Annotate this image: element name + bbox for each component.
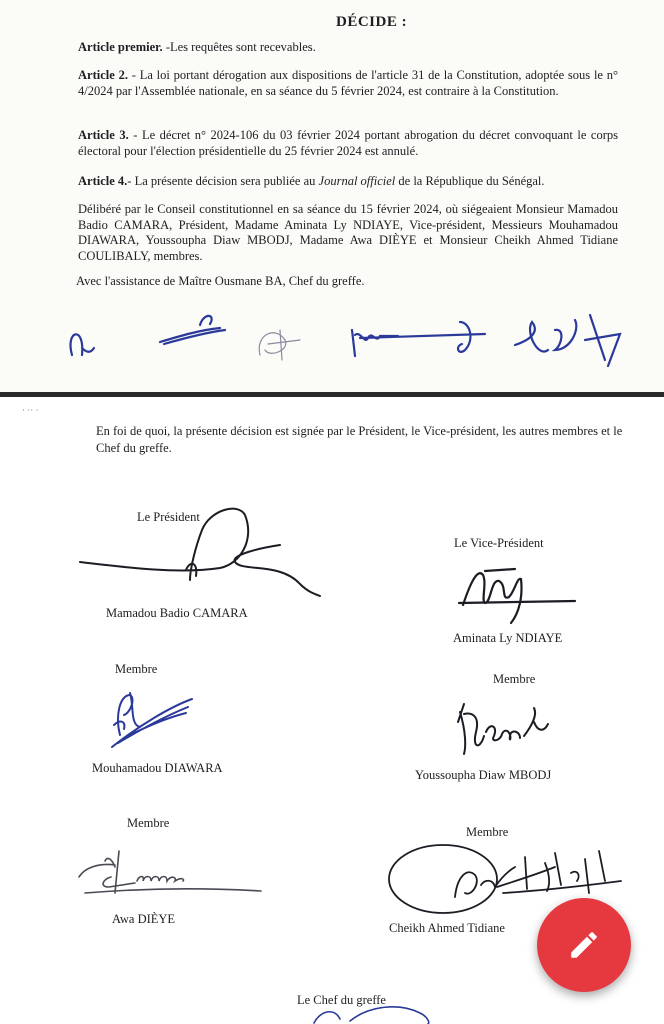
- member-3-signature: [75, 837, 265, 907]
- article-3-label: Article 3.: [78, 128, 129, 142]
- initials-signature-row: [60, 300, 640, 380]
- article-4: [78, 174, 618, 190]
- vice-president-name: Aminata Ly NDIAYE: [453, 631, 563, 645]
- vice-president-signature: [455, 557, 585, 627]
- member-2-signature: [450, 692, 560, 762]
- article-2-text: - La loi portant dérogation aux dispositions de l'article 31 de la Constitution, adoptée sous le n° 4/2024 par l'Assemblée nationale, en sa séance du 5 février 2024, est contraire à la Constitution.: [78, 68, 619, 98]
- article-3-text: - Le décret n° 2024-106 du 03 février 2024 portant abrogation du décret convoquant le corps électoral pour l'élection présidentielle du 25 février 2024 est annulé.: [78, 128, 619, 158]
- initial-signature-5: [515, 315, 620, 366]
- member-4-name: Cheikh Ahmed Tidiane: [389, 921, 505, 935]
- president-role: Le Président: [137, 510, 200, 524]
- member-1-signature: [100, 685, 200, 755]
- member-1-role: Membre: [115, 662, 158, 676]
- initial-signature-3: [259, 330, 300, 360]
- article-4-text-a: - La présente décision sera publiée au: [127, 174, 319, 188]
- article-1-text: -Les requêtes sont recevables.: [162, 40, 316, 54]
- article-1: [78, 40, 618, 56]
- member-2-name: Youssoupha Diaw MBODJ: [415, 768, 552, 782]
- article-2: [78, 68, 618, 99]
- vice-president-role: Le Vice-Président: [454, 536, 544, 550]
- signing-statement: En foi de quoi, la présente décision est signée par le Président, le Vice-président, les autres membres et le Chef du greffe.: [96, 424, 623, 455]
- initial-signature-4: [352, 322, 485, 356]
- pencil-edit-icon: [567, 928, 601, 962]
- edit-fab-button[interactable]: [537, 898, 631, 992]
- member-3-name: Awa DIÈYE: [112, 912, 176, 926]
- page-marks: · ·· ·: [22, 405, 39, 415]
- initial-signature-1: [71, 334, 94, 355]
- journal-officiel-text: Journal officiel: [318, 174, 396, 188]
- decision-page-1: [0, 0, 664, 392]
- member-3-role: Membre: [127, 816, 170, 830]
- member-1-name: Mouhamadou DIAWARA: [92, 761, 223, 775]
- article-4-text-b: de la République du Sénégal.: [395, 174, 545, 188]
- member-2-role: Membre: [493, 672, 536, 686]
- clerk-signature: [310, 1001, 460, 1024]
- decision-title: DÉCIDE :: [336, 14, 408, 30]
- article-2-label: Article 2.: [78, 68, 128, 82]
- clerk-role: Le Chef du greffe: [297, 993, 386, 1007]
- article-4-label: Article 4.: [78, 174, 128, 188]
- president-name: Mamadou Badio CAMARA: [106, 606, 248, 620]
- deliberation-paragraph: Délibéré par le Conseil constitutionnel en sa séance du 15 février 2024, où siégeaient Monsieur Mamadou Badio CAMARA, Président, Madame Aminata Ly NDIAYE, Vice-président, Messieurs Mouhamadou DIAWARA, Youssoupha Diaw MBODJ, Madame Awa DIÈYE et Monsieur Cheikh Ahmed Tidiane COULIBALY, membres.: [78, 202, 618, 263]
- article-1-label: Article premier.: [78, 40, 163, 54]
- initial-signature-2: [160, 316, 225, 344]
- member-4-role: Membre: [466, 825, 509, 839]
- assistance-line: Avec l'assistance de Maître Ousmane BA, Chef du greffe.: [76, 274, 365, 288]
- article-3: [78, 128, 618, 159]
- president-signature: [70, 500, 330, 600]
